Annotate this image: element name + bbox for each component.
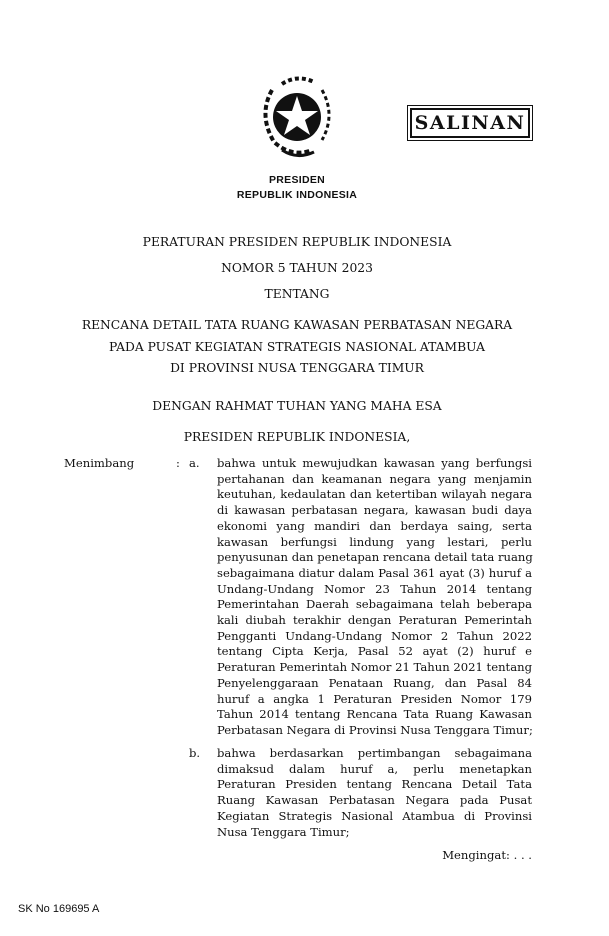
text-line: Penyelenggaraan Penataan Ruang, dan Pasal 84	[217, 675, 532, 690]
text-line: Kegiatan Strategis Nasional Atambua di Provinsi	[217, 808, 532, 823]
text-line: bahwa untuk mewujudkan kawasan yang berfungsi	[217, 456, 532, 470]
office-subtitle: REPUBLIK INDONESIA	[236, 189, 358, 201]
text-line: Tahun 2014 tentang Rencana Tata Ruang Kawasan	[217, 707, 532, 722]
text-line: Ruang Kawasan Perbatasan Negara pada Pusat	[217, 793, 532, 808]
text-line: Perbatasan Negara di Provinsi Nusa Tenggara Timur;	[217, 722, 533, 737]
text-line: bahwa berdasarkan pertimbangan sebagaimana	[217, 746, 532, 760]
regulation-type: PERATURAN PRESIDEN REPUBLIK INDONESIA	[142, 235, 452, 249]
tentang-label: TENTANG	[264, 287, 330, 301]
salinan-stamp: SALINAN	[410, 108, 530, 138]
text-line: Peraturan Presiden tentang Rencana Detail Tata	[217, 777, 532, 792]
item-marker: b.	[189, 746, 201, 760]
regulation-number: NOMOR 5 TAHUN 2023	[221, 261, 373, 275]
continuation-note: Mengingat: . . .	[442, 848, 532, 862]
text-line: pertahanan dan keamanan negara yang menjamin	[217, 471, 532, 486]
text-line: sebagaimana diatur dalam Pasal 361 ayat (3) huruf a	[217, 565, 532, 580]
text-line: tentang Cipta Kerja, Pasal 52 ayat (2) huruf e	[217, 644, 532, 659]
sk-number: SK No 169695 A	[18, 903, 100, 915]
office-title: PRESIDEN	[268, 174, 326, 186]
subject-line: DI PROVINSI NUSA TENGGARA TIMUR	[170, 361, 424, 375]
text-line: Pemerintahan Daerah sebagaimana telah beberapa	[217, 597, 532, 612]
item-marker: a.	[189, 456, 200, 470]
text-line: Peraturan Pemerintah Nomor 21 Tahun 2021 tentang	[217, 660, 532, 675]
invocation: DENGAN RAHMAT TUHAN YANG MAHA ESA	[152, 399, 442, 413]
text-line: Undang-Undang Nomor 23 Tahun 2014 tentang	[217, 581, 532, 596]
text-line: Pengganti Undang-Undang Nomor 2 Tahun 2022	[217, 628, 532, 643]
text-line: di kawasan perbatasan negara, kawasan budi daya	[217, 503, 532, 518]
text-line: kali diubah terakhir dengan Peraturan Pemerintah	[217, 613, 532, 628]
text-line: ekonomi yang mandiri dan berdaya saing, serta	[217, 518, 532, 533]
text-line: dimaksud dalam huruf a, perlu menetapkan	[217, 761, 532, 776]
text-line: Nusa Tenggara Timur;	[217, 824, 350, 839]
garuda-star-emblem-icon	[252, 70, 342, 162]
menimbang-label: Menimbang	[64, 456, 135, 470]
text-line: kawasan berfungsi lindung yang lestari, perlu	[217, 534, 532, 549]
text-line: penyusunan dan penetapan rencana detail tata ruang	[217, 550, 533, 565]
subject-line: PADA PUSAT KEGIATAN STRATEGIS NASIONAL ATAMBUA	[108, 340, 486, 354]
president-line: PRESIDEN REPUBLIK INDONESIA,	[183, 430, 411, 444]
text-line: huruf a angka 1 Peraturan Presiden Nomor 179	[217, 691, 532, 706]
consideration-a	[217, 456, 532, 739]
subject-line: RENCANA DETAIL TATA RUANG KAWASAN PERBATASAN NEGARA	[81, 318, 513, 332]
colon: :	[176, 456, 180, 470]
consideration-b	[217, 746, 532, 840]
text-line: keutuhan, kedaulatan dan ketertiban wilayah negara	[217, 487, 532, 502]
